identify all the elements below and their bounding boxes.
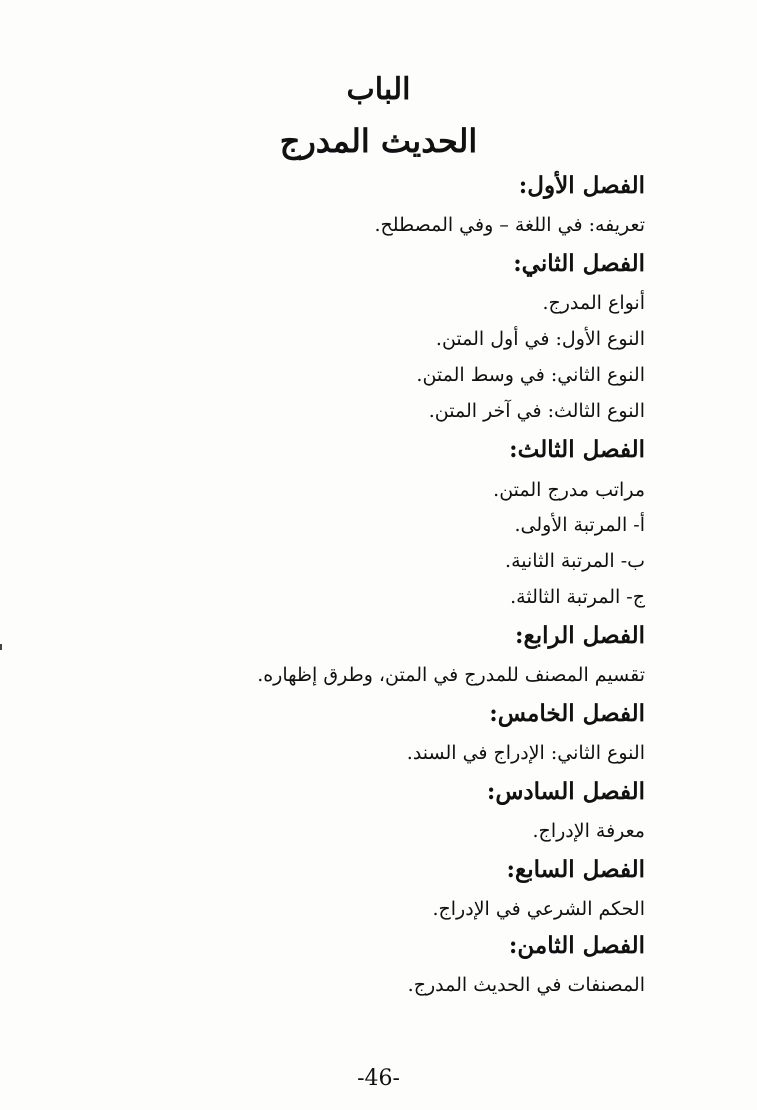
section-line: مراتب مدرج المتن. — [493, 479, 645, 501]
scan-mark — [0, 644, 2, 650]
section-line: تعريفه: في اللغة – وفي المصطلح. — [374, 214, 645, 236]
section-line: النوع الثاني: في وسط المتن. — [416, 364, 645, 386]
section-heading: الفصل الخامس: — [489, 700, 645, 727]
section-line: ج- المرتبة الثالثة. — [510, 586, 645, 608]
section-line: أنواع المدرج. — [542, 292, 645, 314]
section-heading: الفصل السابع: — [506, 856, 645, 883]
part-label: الباب — [346, 72, 411, 107]
section-line: تقسيم المصنف للمدرج في المتن، وطرق إظهاره. — [257, 664, 645, 686]
section-heading: الفصل الثاني: — [513, 250, 645, 277]
page-number: -46- — [357, 1066, 400, 1091]
section-line: أ- المرتبة الأولى. — [514, 514, 645, 536]
section-line: النوع الثاني: الإدراج في السند. — [406, 742, 645, 764]
section-heading: الفصل السادس: — [486, 778, 645, 805]
section-line: النوع الثالث: في آخر المتن. — [428, 400, 645, 422]
section-line: النوع الأول: في أول المتن. — [435, 328, 645, 350]
chapter-title: الحديث المدرج — [279, 122, 478, 160]
section-line: ب- المرتبة الثانية. — [505, 550, 645, 572]
section-heading: الفصل الثامن: — [508, 932, 645, 959]
section-heading: الفصل الرابع: — [514, 622, 645, 649]
section-heading: الفصل الأول: — [518, 172, 645, 199]
section-line: المصنفات في الحديث المدرج. — [407, 974, 645, 996]
section-line: معرفة الإدراج. — [532, 820, 645, 842]
section-heading: الفصل الثالث: — [509, 436, 645, 463]
section-line: الحكم الشرعي في الإدراج. — [432, 898, 645, 920]
